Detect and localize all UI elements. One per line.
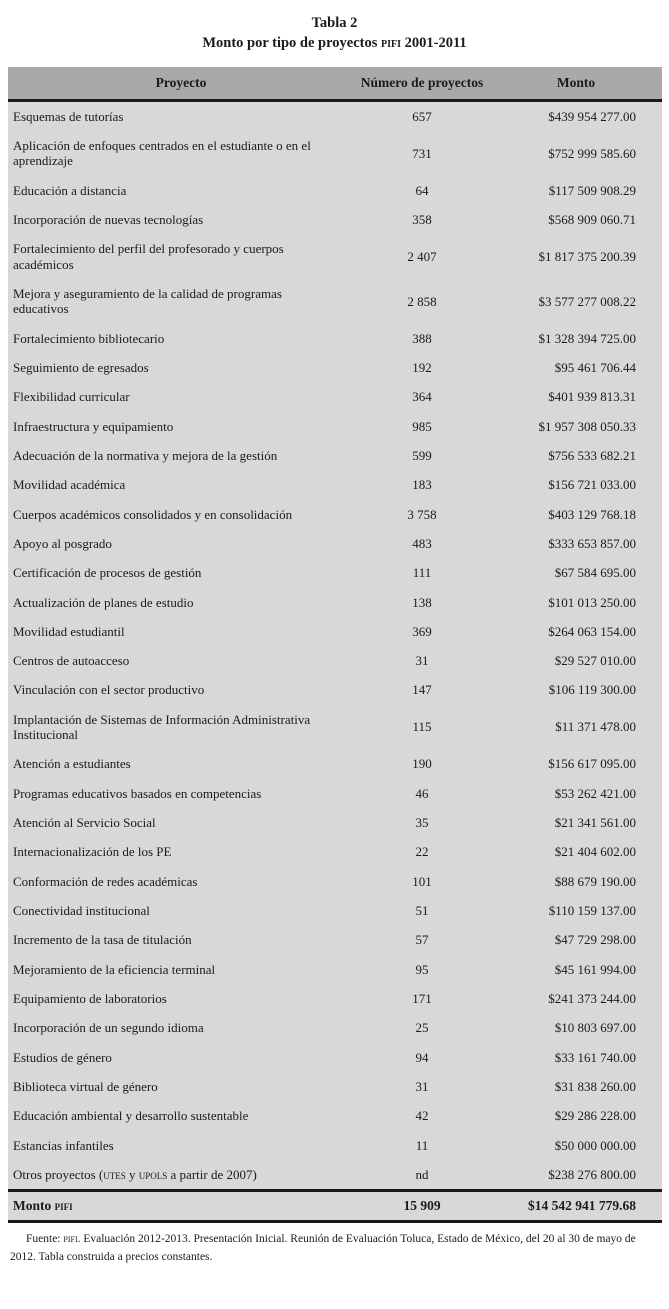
- column-header-numero-de-proyectos: Número de proyectos: [354, 67, 490, 101]
- caption-table-number: Tabla 2: [311, 15, 358, 31]
- cell-monto: $156 721 033.00: [490, 470, 662, 499]
- text: y: [125, 1167, 139, 1183]
- total-row-monto: $14 542 941 779.68: [490, 1191, 662, 1222]
- smallcaps-text: pifi: [54, 1198, 73, 1214]
- smallcaps-text: pifi: [381, 35, 402, 52]
- cell-monto: $403 129 768.18: [490, 500, 662, 529]
- total-row-numero: 15 909: [354, 1191, 490, 1222]
- cell-proyecto: Esquemas de tutorías: [8, 100, 354, 131]
- table-row: [8, 558, 662, 587]
- cell-numero-de-proyectos: 57: [354, 925, 490, 954]
- cell-monto: $333 653 857.00: [490, 529, 662, 558]
- cell-monto: $1 957 308 050.33: [490, 412, 662, 441]
- cell-proyecto: Incorporación de nuevas tecnologías: [8, 205, 354, 234]
- cell-proyecto: Educación ambiental y desarrollo sustentable: [8, 1101, 354, 1130]
- text: Fuente:: [26, 1233, 64, 1246]
- cell-proyecto: Implantación de Sistemas de Información Administrativa Institucional: [8, 705, 354, 750]
- cell-numero-de-proyectos: 183: [354, 470, 490, 499]
- text: Monto: [13, 1198, 55, 1214]
- cell-monto: $756 533 682.21: [490, 441, 662, 470]
- cell-numero-de-proyectos: 115: [354, 705, 490, 750]
- cell-proyecto: Atención a estudiantes: [8, 749, 354, 778]
- table-row: [8, 176, 662, 205]
- table-row: [8, 1013, 662, 1042]
- cell-monto: $33 161 740.00: [490, 1043, 662, 1072]
- table-row: [8, 675, 662, 704]
- table-row: [8, 441, 662, 470]
- table-row: [8, 984, 662, 1013]
- cell-monto: $31 838 260.00: [490, 1072, 662, 1101]
- cell-numero-de-proyectos: 64: [354, 176, 490, 205]
- cell-monto: $238 276 800.00: [490, 1160, 662, 1191]
- table-row: [8, 1043, 662, 1072]
- cell-proyecto: Adecuación de la normativa y mejora de la gestión: [8, 441, 354, 470]
- table-row: [8, 1101, 662, 1130]
- cell-proyecto: Cuerpos académicos consolidados y en consolidación: [8, 500, 354, 529]
- table-row: [8, 705, 662, 750]
- cell-numero-de-proyectos: 2 858: [354, 279, 490, 324]
- cell-numero-de-proyectos: 11: [354, 1131, 490, 1160]
- table-row: [8, 837, 662, 866]
- cell-proyecto: Estudios de género: [8, 1043, 354, 1072]
- cell-numero-de-proyectos: 483: [354, 529, 490, 558]
- table-row: [8, 279, 662, 324]
- cell-monto: $117 509 908.29: [490, 176, 662, 205]
- cell-proyecto: Atención al Servicio Social: [8, 808, 354, 837]
- cell-monto: $67 584 695.00: [490, 558, 662, 587]
- cell-monto: $264 063 154.00: [490, 617, 662, 646]
- table-row: [8, 500, 662, 529]
- table-row: [8, 808, 662, 837]
- cell-proyecto: Equipamiento de laboratorios: [8, 984, 354, 1013]
- text: 2001-2011: [401, 35, 467, 52]
- cell-numero-de-proyectos: 95: [354, 955, 490, 984]
- cell-monto: $101 013 250.00: [490, 588, 662, 617]
- cell-numero-de-proyectos: 3 758: [354, 500, 490, 529]
- cell-numero-de-proyectos: 147: [354, 675, 490, 704]
- cell-numero-de-proyectos: 190: [354, 749, 490, 778]
- cell-proyecto: Mejora y aseguramiento de la calidad de programas educativos: [8, 279, 354, 324]
- column-header-monto: Monto: [490, 67, 662, 101]
- cell-monto: $45 161 994.00: [490, 955, 662, 984]
- cell-proyecto: Incorporación de un segundo idioma: [8, 1013, 354, 1042]
- table-row: [8, 1072, 662, 1101]
- table-row: [8, 955, 662, 984]
- table-row: [8, 646, 662, 675]
- cell-monto: $1 328 394 725.00: [490, 324, 662, 353]
- cell-numero-de-proyectos: 46: [354, 779, 490, 808]
- table-row: [8, 867, 662, 896]
- cell-numero-de-proyectos: 731: [354, 131, 490, 176]
- cell-proyecto: Educación a distancia: [8, 176, 354, 205]
- cell-monto: $11 371 478.00: [490, 705, 662, 750]
- cell-monto: $88 679 190.00: [490, 867, 662, 896]
- column-header-proyecto: Proyecto: [8, 67, 354, 101]
- table-row: [8, 617, 662, 646]
- cell-numero-de-proyectos: 388: [354, 324, 490, 353]
- source-note: [10, 1231, 657, 1266]
- cell-monto: $110 159 137.00: [490, 896, 662, 925]
- table-row: [8, 234, 662, 279]
- cell-proyecto: Biblioteca virtual de género: [8, 1072, 354, 1101]
- table-caption: [0, 13, 669, 54]
- cell-monto: $3 577 277 008.22: [490, 279, 662, 324]
- cell-proyecto: Certificación de procesos de gestión: [8, 558, 354, 587]
- cell-proyecto: Conformación de redes académicas: [8, 867, 354, 896]
- table-row: [8, 896, 662, 925]
- cell-proyecto: Centros de autoacceso: [8, 646, 354, 675]
- table-row: [8, 324, 662, 353]
- cell-proyecto: Fortalecimiento del perfil del profesorado y cuerpos académicos: [8, 234, 354, 279]
- cell-numero-de-proyectos: 31: [354, 646, 490, 675]
- table-row: [8, 529, 662, 558]
- table-row: [8, 470, 662, 499]
- smallcaps-text: pifi: [63, 1233, 78, 1246]
- text: Monto por tipo de proyectos: [202, 35, 382, 52]
- cell-proyecto: Fortalecimiento bibliotecario: [8, 324, 354, 353]
- total-row: [8, 1191, 662, 1222]
- cell-numero-de-proyectos: 25: [354, 1013, 490, 1042]
- cell-numero-de-proyectos: 42: [354, 1101, 490, 1130]
- cell-monto: $1 817 375 200.39: [490, 234, 662, 279]
- cell-monto: $106 119 300.00: [490, 675, 662, 704]
- cell-numero-de-proyectos: 138: [354, 588, 490, 617]
- cell-numero-de-proyectos: 599: [354, 441, 490, 470]
- cell-numero-de-proyectos: 111: [354, 558, 490, 587]
- cell-proyecto: Programas educativos basados en competencias: [8, 779, 354, 808]
- cell-numero-de-proyectos: 22: [354, 837, 490, 866]
- table-row: [8, 382, 662, 411]
- cell-numero-de-proyectos: 31: [354, 1072, 490, 1101]
- cell-proyecto: Seguimiento de egresados: [8, 353, 354, 382]
- cell-proyecto: Vinculación con el sector productivo: [8, 675, 354, 704]
- table-row: [8, 131, 662, 176]
- cell-monto: $21 341 561.00: [490, 808, 662, 837]
- cell-monto: $29 527 010.00: [490, 646, 662, 675]
- table-row: [8, 588, 662, 617]
- table-row: [8, 412, 662, 441]
- cell-monto: $47 729 298.00: [490, 925, 662, 954]
- cell-proyecto: Conectividad institucional: [8, 896, 354, 925]
- cell-monto: $156 617 095.00: [490, 749, 662, 778]
- cell-numero-de-proyectos: 358: [354, 205, 490, 234]
- cell-proyecto: Actualización de planes de estudio: [8, 588, 354, 617]
- cell-proyecto: Mejoramiento de la eficiencia terminal: [8, 955, 354, 984]
- cell-monto: $401 939 813.31: [490, 382, 662, 411]
- cell-monto: $10 803 697.00: [490, 1013, 662, 1042]
- cell-proyecto: Movilidad estudiantil: [8, 617, 354, 646]
- cell-monto: $29 286 228.00: [490, 1101, 662, 1130]
- text: Otros proyectos (: [13, 1167, 104, 1183]
- smallcaps-text: utes: [103, 1167, 126, 1183]
- table-row: [8, 353, 662, 382]
- cell-monto: $752 999 585.60: [490, 131, 662, 176]
- cell-monto: $568 909 060.71: [490, 205, 662, 234]
- cell-monto: $50 000 000.00: [490, 1131, 662, 1160]
- cell-numero-de-proyectos: 985: [354, 412, 490, 441]
- cell-numero-de-proyectos: 51: [354, 896, 490, 925]
- cell-numero-de-proyectos: 101: [354, 867, 490, 896]
- cell-proyecto: Aplicación de enfoques centrados en el estudiante o en el aprendizaje: [8, 131, 354, 176]
- cell-monto: $21 404 602.00: [490, 837, 662, 866]
- cell-numero-de-proyectos: 369: [354, 617, 490, 646]
- table-row: [8, 925, 662, 954]
- caption-table-title: [0, 33, 669, 53]
- table-row: [8, 779, 662, 808]
- cell-numero-de-proyectos: nd: [354, 1160, 490, 1191]
- cell-numero-de-proyectos: 171: [354, 984, 490, 1013]
- cell-proyecto: Apoyo al posgrado: [8, 529, 354, 558]
- header-row: [8, 67, 662, 101]
- cell-numero-de-proyectos: 192: [354, 353, 490, 382]
- cell-numero-de-proyectos: 657: [354, 100, 490, 131]
- table-row: [8, 1160, 662, 1191]
- cell-proyecto: Flexibilidad curricular: [8, 382, 354, 411]
- text: . Evaluación 2012-2013. Presentación Inicial. Reunión de Evaluación Toluca, Estado de México, del 20 al 30 de mayo de 2012. Tabla construida a precios constantes.: [10, 1233, 636, 1263]
- cell-numero-de-proyectos: 35: [354, 808, 490, 837]
- cell-monto: $53 262 421.00: [490, 779, 662, 808]
- table-row: [8, 1131, 662, 1160]
- table-row: [8, 205, 662, 234]
- cell-proyecto: Infraestructura y equipamiento: [8, 412, 354, 441]
- cell-proyecto: Movilidad académica: [8, 470, 354, 499]
- cell-proyecto: Incremento de la tasa de titulación: [8, 925, 354, 954]
- cell-monto: $241 373 244.00: [490, 984, 662, 1013]
- cell-proyecto: Internacionalización de los PE: [8, 837, 354, 866]
- smallcaps-text: upols: [138, 1167, 168, 1183]
- total-row-label: [8, 1191, 354, 1222]
- cell-numero-de-proyectos: 2 407: [354, 234, 490, 279]
- text: a partir de 2007): [167, 1167, 257, 1183]
- cell-monto: $95 461 706.44: [490, 353, 662, 382]
- pifi-amounts-table: [8, 67, 662, 1224]
- cell-numero-de-proyectos: 364: [354, 382, 490, 411]
- table-row: [8, 100, 662, 131]
- table-row: [8, 749, 662, 778]
- cell-proyecto: [8, 1160, 354, 1191]
- table-body: [8, 100, 662, 1191]
- cell-numero-de-proyectos: 94: [354, 1043, 490, 1072]
- cell-monto: $439 954 277.00: [490, 100, 662, 131]
- cell-proyecto: Estancias infantiles: [8, 1131, 354, 1160]
